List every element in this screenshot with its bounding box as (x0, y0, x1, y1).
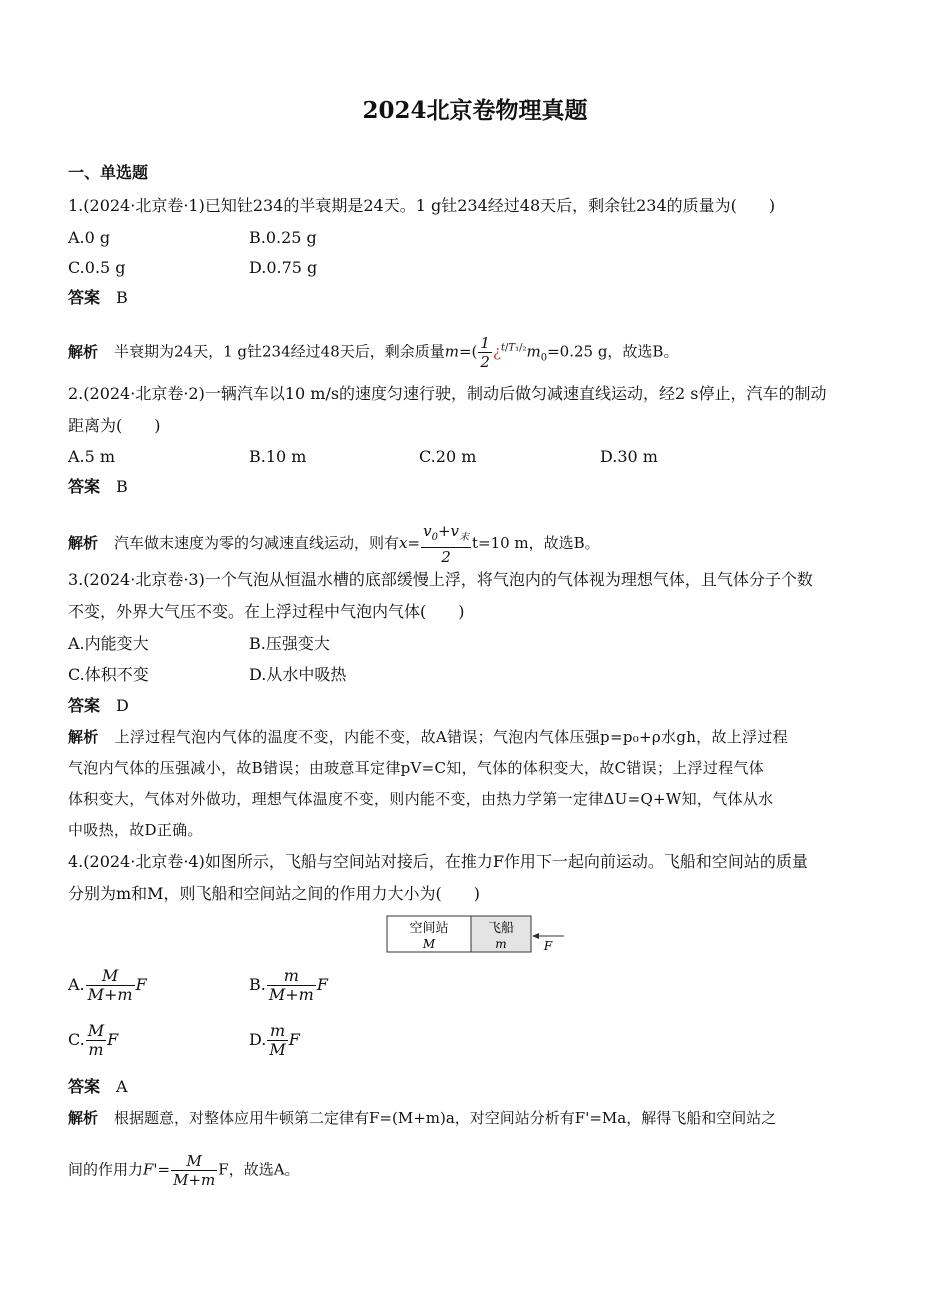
q4-analysis-line1: 解析 根据题意，对整体应用牛顿第二定律有F=(M+m)a，对空间站分析有F'=Ma，解得飞船和空间站之 (68, 1109, 777, 1127)
q1-answer-line (68, 288, 128, 308)
answer-label: 答案 (68, 696, 101, 715)
q4-answer-line (68, 1077, 128, 1097)
answer-label: 答案 (68, 1077, 101, 1096)
q4-analysis-line2: 间的作用力F'= $\frac{M}{M+m}$ F，故选A。 (68, 1152, 300, 1189)
q1-formula: m (444, 342, 459, 361)
q3-answer-line (68, 696, 129, 716)
q1-answer: B (116, 288, 128, 307)
q4-option-a: A. $\frac{M}{M+m}$ F (68, 966, 147, 1004)
q3-analysis (68, 722, 880, 846)
q2-analysis: 解析 汽车做末速度为零的匀减速直线运动，则有x= $\frac{v_0+v_末}{2}$ t=10 m，故选B。 (68, 522, 600, 566)
q2-analysis-end: t=10 m，故选B。 (471, 534, 600, 552)
ship-label: 飞船 (487, 921, 515, 936)
q3-analysis-line4: 中吸热，故D正确。 (68, 821, 203, 839)
analysis-label: 解析 (68, 534, 99, 552)
q3-stem-line1: 3.(2024·北京卷·3)一个气泡从恒温水槽的底部缓慢上浮，将气泡内的气体视为理想气体，且气体分子个数 (68, 570, 813, 589)
analysis-label: 解析 (68, 1109, 99, 1127)
q2-velocity-fraction: $\frac{v_0+v_末}{2}$ (423, 522, 469, 566)
q2-option-c: C.20 m (419, 447, 477, 466)
q3-option-b: B.压强变大 (249, 634, 330, 653)
q3-option-a: A.内能变大 (68, 634, 149, 653)
q3-analysis-line1: 上浮过程气泡内气体的温度不变，内能不变，故A错误；气泡内气体压强p=p₀+ρ水gh，故上浮过程 (114, 728, 788, 746)
ship-mass: m (495, 937, 507, 951)
q4-stem-line1: 4.(2024·北京卷·4)如图所示，飞船与空间站对接后，在推力F作用下一起向前运动。飞船和空间站的质量 (68, 852, 808, 871)
q1-analysis: 解析 半衰期为24天，1 g钍234经过48天后，剩余质量m=( $\frac{1}{2}$ ¿$^{t/T_1/_2}m_0=0.25$ g，故选B。 (68, 334, 679, 371)
answer-label: 答案 (68, 288, 101, 307)
section-heading: 一、单选题 (68, 163, 149, 182)
q2-answer-line (68, 477, 128, 497)
q1-half-fraction: $\frac{1}{2}$ (480, 334, 490, 371)
q4-option-c: C. $\frac{M}{m}$ F (68, 1021, 119, 1059)
q2-analysis-text: 汽车做末速度为零的匀减速直线运动，则有 (114, 534, 400, 552)
analysis-label: 解析 (68, 342, 99, 361)
analysis-label: 解析 (68, 728, 99, 746)
q3-stem-line2: 不变，外界大气压不变。在上浮过程中气泡内气体( ) (68, 602, 465, 621)
q3-option-c: C.体积不变 (68, 665, 149, 684)
q3-analysis-line2: 气泡内气体的压强减小，故B错误；由玻意耳定律pV=C知，气体的体积变大，故C错误；上浮过程气体 (68, 759, 765, 777)
q2-stem-line2: 距离为( ) (68, 416, 161, 435)
q2-option-b: B.10 m (249, 447, 307, 466)
q2-option-a: A.5 m (68, 447, 116, 466)
q2-answer: B (116, 477, 128, 496)
station-mass: M (422, 937, 436, 951)
station-label: 空间站 (409, 921, 449, 936)
q1-option-d: D.0.75 g (249, 258, 318, 277)
q1-stem: 1.(2024·北京卷·1)已知钍234的半衰期是24天。1 g钍234经过48天后，剩余钍234的质量为( ) (68, 196, 776, 215)
q1-analysis-end: =0.25 g，故选B。 (547, 342, 679, 361)
q3-answer: D (116, 696, 129, 715)
q1-option-c: C.0.5 g (68, 258, 126, 277)
q1-option-a: A.0 g (68, 228, 111, 247)
page-title: 2024北京卷物理真题 (362, 97, 588, 124)
q4-option-d: D. $\frac{m}{M}$ F (249, 1021, 300, 1059)
q2-option-d: D.30 m (600, 447, 658, 466)
q1-option-b: B.0.25 g (249, 228, 317, 247)
force-arrow-head (532, 933, 539, 939)
force-label: F (543, 939, 553, 953)
q4-option-b: B. $\frac{m}{M+m}$ F (249, 966, 328, 1004)
q3-option-d: D.从水中吸热 (249, 665, 347, 684)
answer-label: 答案 (68, 477, 101, 496)
q2-stem-line1: 2.(2024·北京卷·2)一辆汽车以10 m/s的速度匀速行驶，制动后做匀减速直线运动，经2 s停止，汽车的制动 (68, 384, 827, 403)
q4-answer: A (116, 1077, 128, 1096)
q1-analysis-text: 半衰期为24天，1 g钍234经过48天后，剩余质量 (114, 342, 445, 361)
spacecraft-diagram (386, 915, 566, 955)
q4-stem-line2: 分别为m和M，则飞船和空间站之间的作用力大小为( ) (68, 884, 481, 903)
q3-analysis-line3: 体积变大，气体对外做功，理想气体温度不变，则内能不变，由热力学第一定律ΔU=Q+W知，气体从水 (68, 790, 774, 808)
